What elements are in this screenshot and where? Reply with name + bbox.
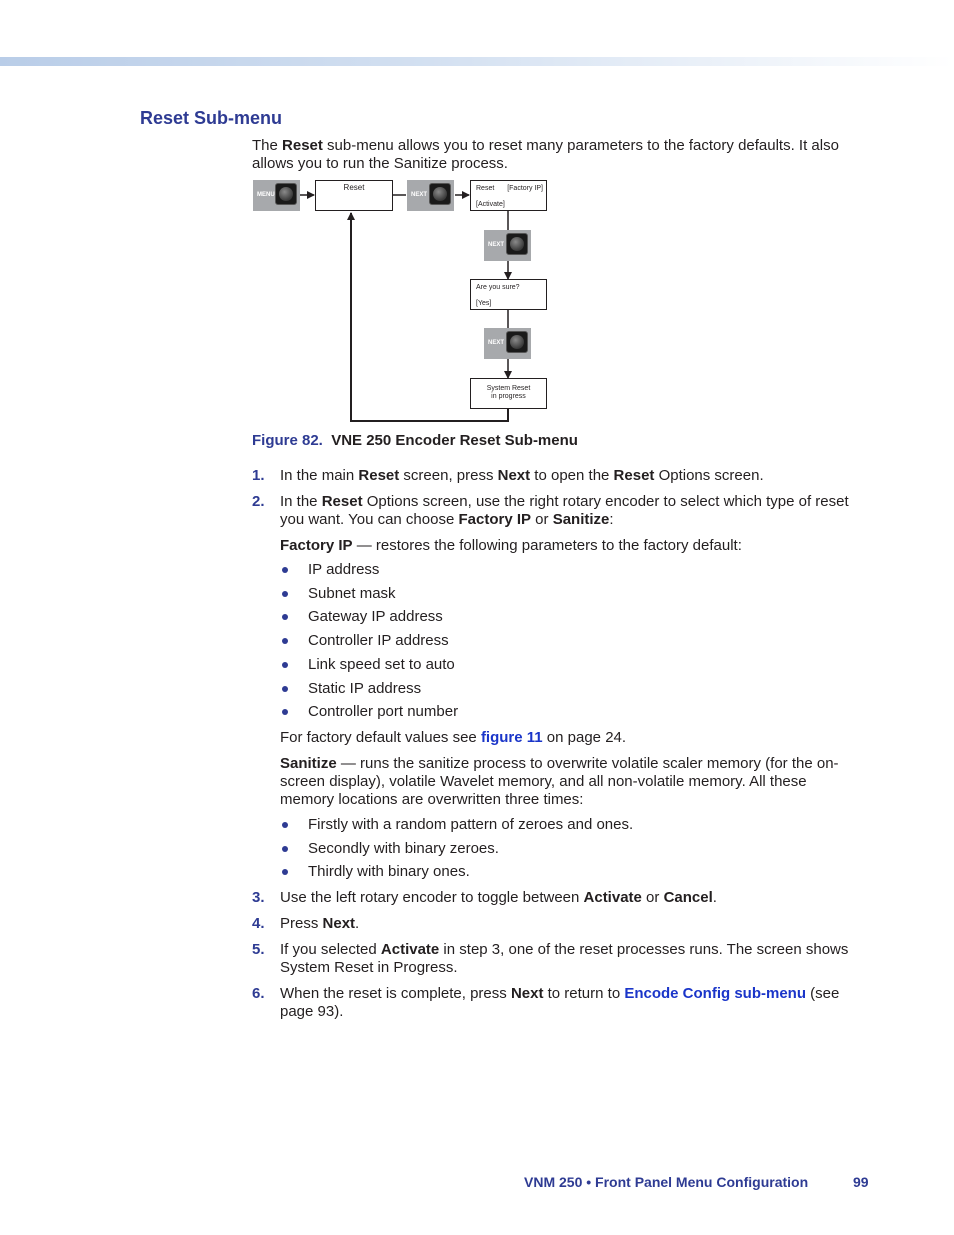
encode-config-link[interactable]: Encode Config sub-menu — [624, 985, 806, 1002]
section-heading: Reset Sub-menu — [140, 108, 283, 128]
list-item: Secondly with binary zeroes. — [308, 840, 499, 857]
next-label: NEXT — [488, 340, 505, 346]
intro-paragraph: The Reset sub-menu allows you to reset many parameters to the factory defaults. It also allows you to run the Sanitize process. — [252, 137, 839, 172]
list-item: Controller IP address — [308, 632, 449, 649]
next-label: NEXT — [411, 192, 428, 198]
bullet-icon — [282, 638, 288, 644]
progress-line-2: in progress — [491, 393, 526, 400]
knob-icon — [275, 183, 297, 205]
bullet-icon — [282, 869, 288, 875]
list-item: Static IP address — [308, 680, 422, 697]
figure-title: VNE 250 Encoder Reset Sub-menu — [331, 432, 578, 449]
list-item: Thirdly with binary ones. — [308, 863, 470, 880]
menu-button-graphic — [253, 180, 300, 211]
step-6-text: When the reset is complete, press Next to return to Encode Config sub-menu (see page 93). — [280, 985, 840, 1020]
figure-number: Figure 82. — [252, 432, 323, 449]
step-2-text: In the Reset Options screen, use the right rotary encoder to select which type of reset you want. You can choose Factory IP or Sanitize: — [280, 493, 849, 528]
figure-caption — [252, 432, 578, 449]
step-3-text: Use the left rotary encoder to toggle between Activate or Cancel. — [280, 889, 717, 906]
bullet-icon — [282, 591, 288, 597]
reset-screen-text: Reset — [343, 183, 365, 192]
bullet-icon — [282, 709, 288, 715]
confirm-question: Are you sure? — [476, 284, 520, 291]
step-number: 6. — [252, 985, 265, 1002]
step-number: 4. — [252, 915, 265, 932]
reset-options-label: Reset — [476, 185, 495, 192]
bullet-icon — [282, 567, 288, 573]
step-number: 1. — [252, 467, 265, 484]
knob-icon — [506, 233, 528, 255]
next-label: NEXT — [488, 242, 505, 248]
step-number: 2. — [252, 493, 265, 510]
step-number: 3. — [252, 889, 265, 906]
menu-label: MENU — [257, 192, 275, 198]
step-4-text: Press Next. — [280, 915, 360, 932]
next-button-graphic — [484, 230, 531, 261]
factory-note: For factory default values see figure 11 on page 24. — [280, 729, 627, 746]
page-number: 99 — [853, 1174, 869, 1190]
reset-options-value: [Factory IP] — [507, 185, 543, 192]
bullet-icon — [282, 822, 288, 828]
confirm-answer: [Yes] — [476, 300, 492, 307]
step-5-text: If you selected Activate in step 3, one of the reset processes runs. The screen shows System Reset in Progress. — [280, 941, 849, 976]
list-item: Firstly with a random pattern of zeroes and ones. — [308, 816, 634, 833]
reset-options-box — [470, 180, 547, 211]
bullet-icon — [282, 614, 288, 620]
list-item: IP address — [308, 561, 380, 578]
progress-line-1: System Reset — [486, 385, 531, 392]
factory-ip-description: Factory IP — restores the following parameters to the factory default: — [280, 537, 742, 554]
figure-11-link[interactable]: figure 11 — [480, 729, 543, 746]
bullet-icon — [282, 662, 288, 668]
confirm-box — [470, 279, 547, 310]
reset-options-action: [Activate] — [476, 201, 505, 208]
knob-icon — [429, 183, 451, 205]
list-item: Subnet mask — [308, 585, 396, 602]
progress-box — [470, 378, 547, 409]
reset-screen-box — [315, 180, 393, 211]
footer-title: VNM 250 • Front Panel Menu Configuration — [524, 1174, 809, 1190]
step-1-text: In the main Reset screen, press Next to open the Reset Options screen. — [280, 467, 764, 484]
list-item: Gateway IP address — [308, 608, 443, 625]
next-button-graphic — [407, 180, 454, 211]
next-button-graphic — [484, 328, 531, 359]
knob-icon — [506, 331, 528, 353]
sanitize-description: Sanitize — runs the sanitize process to overwrite volatile scaler memory (for the on-screen display), volatile Wavelet memory, and all non-volatile memory. All these memory locations are overwritten three times: — [280, 755, 839, 808]
diagram-connectors — [0, 0, 954, 430]
step-number: 5. — [252, 941, 265, 958]
list-item: Controller port number — [308, 703, 459, 720]
bullet-icon — [282, 846, 288, 852]
list-item: Link speed set to auto — [308, 656, 455, 673]
bullet-icon — [282, 686, 288, 692]
